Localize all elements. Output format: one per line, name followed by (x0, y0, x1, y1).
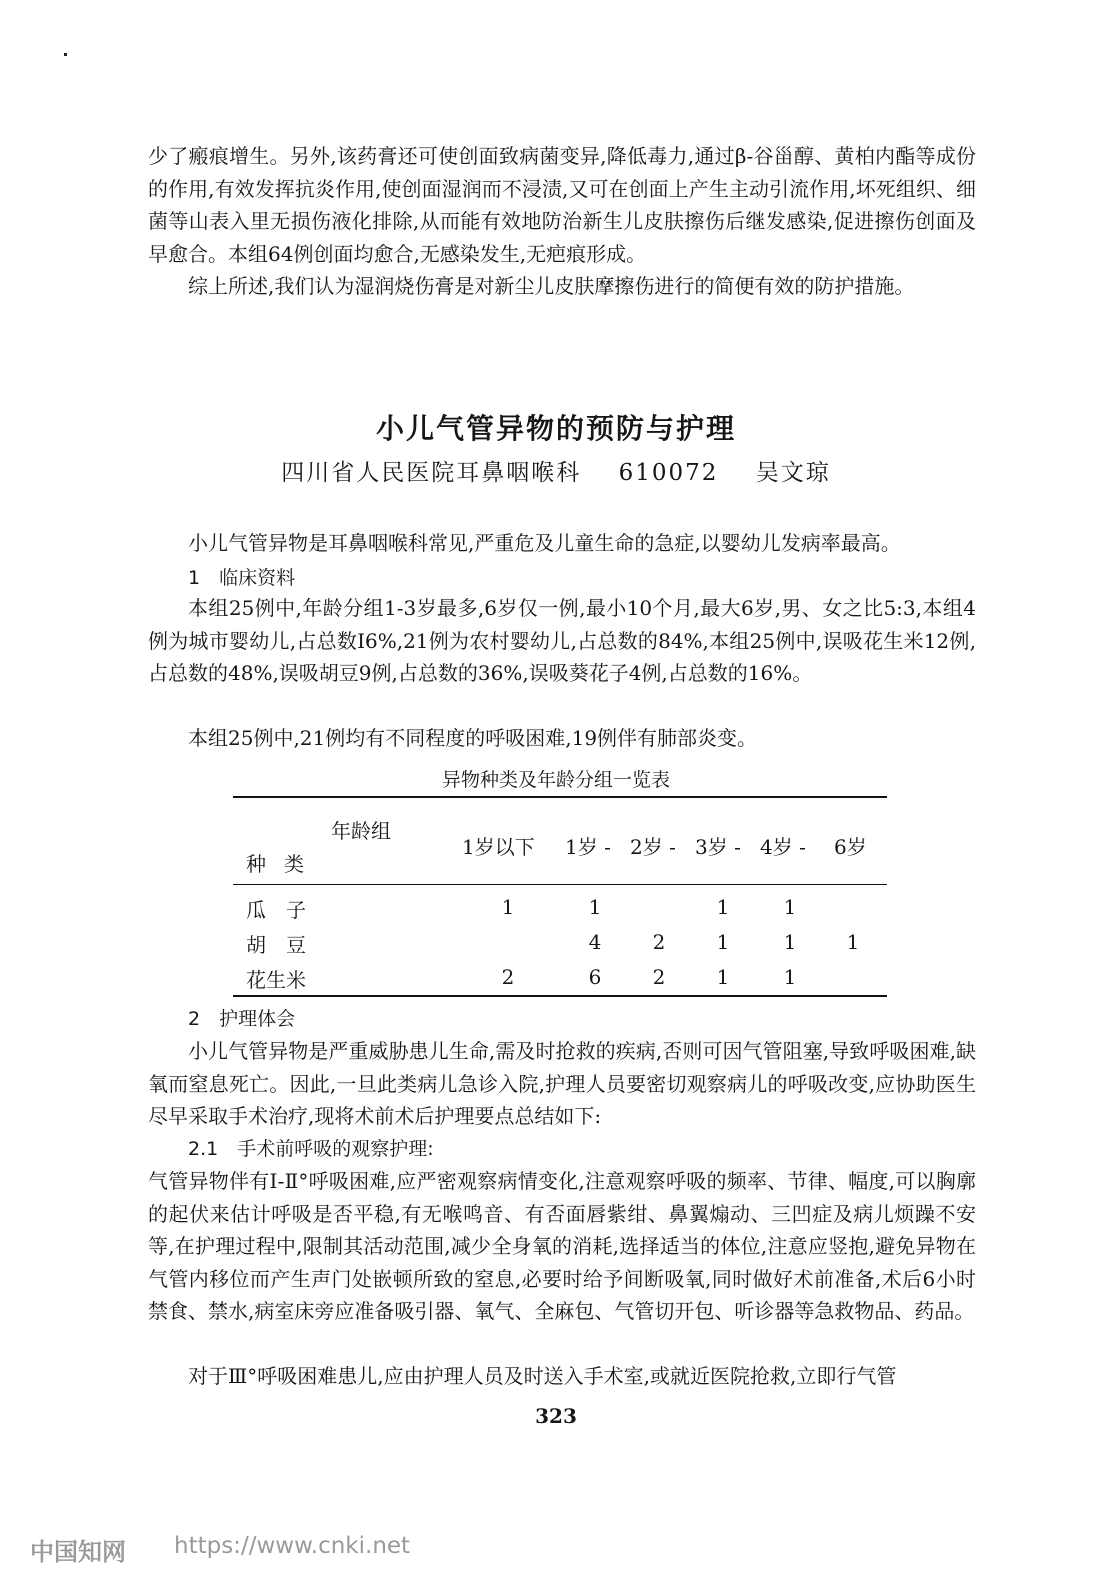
table-column-header: 3岁 - (695, 835, 741, 859)
scan-speck (64, 53, 67, 56)
intro-paragraph: 小儿气管异物是耳鼻咽喉科常见,严重危及儿童生命的急症,以婴幼儿发病率最高。 (188, 531, 901, 555)
table-cell: 1 (501, 895, 515, 919)
table-cell: 1 (716, 965, 730, 989)
table-column-header: 2岁 - (630, 835, 676, 859)
article-title: 小儿气管异物的预防与护理 (375, 412, 736, 445)
section-2-heading: 2 护理体会 (188, 1008, 296, 1030)
table-cell: 1 (588, 895, 602, 919)
table-cell: 6 (588, 965, 602, 989)
table-row-label: 瓜 子 (246, 898, 306, 922)
table-column-header: 6岁 (834, 835, 867, 859)
table-cell: 1 (846, 930, 860, 954)
section-2-1-heading: 2.1 手术前呼吸的观察护理: (188, 1138, 434, 1160)
footer-url[interactable]: https://www.cnki.net (174, 1533, 411, 1559)
table-cell: 1 (783, 965, 797, 989)
continued-paragraph-2: 综上所述,我们认为湿润烧伤膏是对新尘儿皮肤摩擦伤进行的简便有效的防护措施。 (188, 274, 915, 298)
table-cell: 2 (652, 965, 666, 989)
table-cell: 2 (652, 930, 666, 954)
table-cell: 4 (588, 930, 602, 954)
table-caption: 异物种类及年龄分组一览表 (441, 769, 670, 791)
section-1-heading: 1 临床资料 (188, 567, 296, 589)
table-header-rule (233, 884, 887, 885)
table-cell: 1 (716, 895, 730, 919)
affiliation: 四川省人民医院耳鼻咽喉科 (281, 460, 582, 486)
section-1-paragraph-2: 本组25例中,21例均有不同程度的呼吸困难,19例伴有肺部炎变。 (188, 726, 758, 750)
author: 吴文琼 (755, 460, 831, 486)
table-bottom-rule (233, 995, 887, 997)
cnki-logo: 中国知网 (30, 1538, 126, 1566)
page-number: 323 (535, 1404, 577, 1428)
table-cell: 2 (501, 965, 515, 989)
table-cell: 1 (783, 930, 797, 954)
table-row-label: 花生米 (246, 968, 306, 992)
table-cell: 1 (783, 895, 797, 919)
table-corner-type: 种类 (246, 852, 322, 876)
postcode: 610072 (618, 460, 719, 486)
table-top-rule (233, 796, 887, 798)
article-byline (0, 454, 1112, 487)
table-column-header: 1岁 - (565, 835, 611, 859)
table-cell: 1 (716, 930, 730, 954)
table-row-label: 胡 豆 (246, 933, 306, 957)
section-2-paragraph-2: 气管异物伴有Ⅰ-Ⅱ°呼吸困难,应严密观察病情变化,注意观察呼吸的频率、节律、幅度,可以胸廓的起伏来估计呼吸是否平稳,有无喉鸣音、有否面唇紫绀、鼻翼煽动、三凹症及病儿烦躁不安等,在护理过程中,限制其活动范围,减少全身氧的消耗,选择适当的体位,注意应竖抱,避免异物在气管内移位而产生声门处嵌顿所致的窒息,必要时给予间断吸氧,同时做好术前准备,术后6小时禁食、禁水,病室床旁应准备吸引器、氧气、全麻包、气管切开包、听诊器等急救物品、药品。 (148, 1169, 976, 1323)
table-column-header: 1岁以下 (462, 835, 535, 859)
section-1-paragraph-1: 本组25例中,年龄分组1-3岁最多,6岁仅一例,最小10个月,最大6岁,男、女之比5:3,本组4例为城市婴幼儿,占总数I6%,21例为农村婴幼儿,占总数的84%,本组25例中,误吸花生米12例,占总数的48%,误吸胡豆9例,占总数的36%,误吸葵花子4例,占总数的16%。 (148, 596, 976, 685)
table-corner-age-group: 年龄组 (331, 819, 391, 843)
section-2-paragraph-3: 对于Ⅲ°呼吸困难患儿,应由护理人员及时送入手术室,或就近医院抢救,立即行气管 (188, 1364, 897, 1388)
continued-paragraph-1: 少了瘢痕增生。另外,该药膏还可使创面致病菌变异,降低毒力,通过β-谷甾醇、黄柏内酯等成份的作用,有效发挥抗炎作用,使创面湿润而不浸渍,又可在创面上产生主动引流作用,坏死组织、细菌等山表入里无损伤液化排除,从而能有效地防治新生儿皮肤擦伤后继发感染,促进擦伤创面及早愈合。本组64例创面均愈合,无感染发生,无疤痕形成。 (148, 144, 976, 266)
section-2-paragraph-1: 小儿气管异物是严重威胁患儿生命,需及时抢救的疾病,否则可因气管阻塞,导致呼吸困难,缺氧而窒息死亡。因此,一旦此类病儿急诊入院,护理人员要密切观察病儿的呼吸改变,应协助医生尽早采取手术治疗,现将术前术后护理要点总结如下: (148, 1039, 976, 1128)
table-column-header: 4岁 - (760, 835, 806, 859)
